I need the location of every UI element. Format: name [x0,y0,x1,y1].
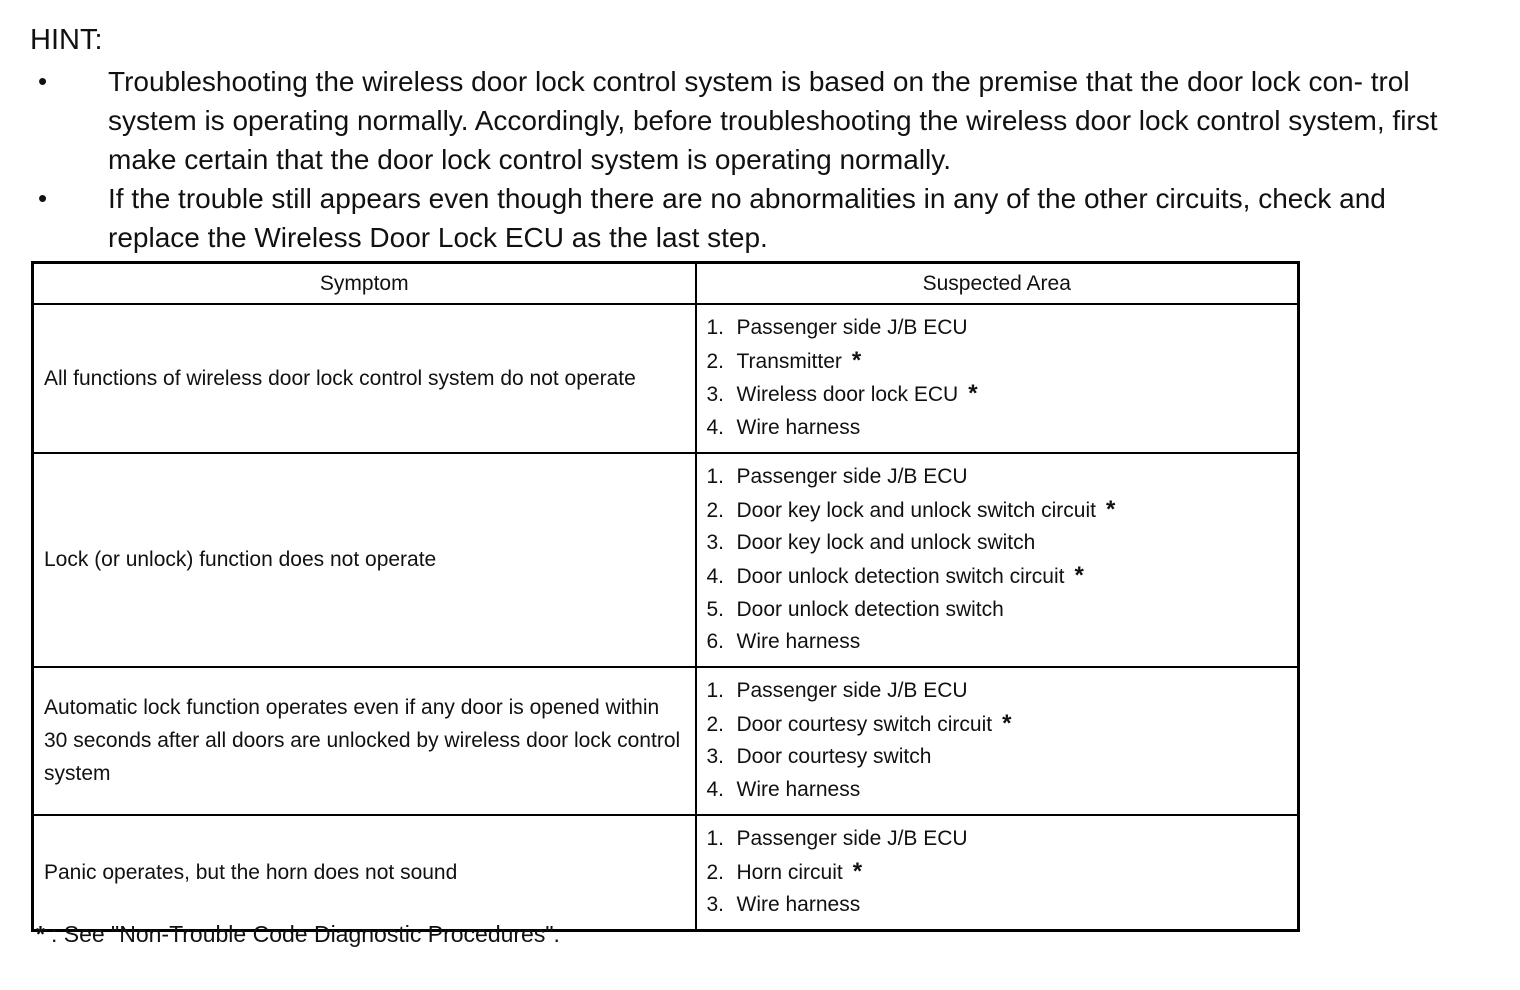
item-number: 1. [706,464,725,488]
item-number: 4. [706,778,725,802]
footnote [36,918,560,950]
suspected-area-list [707,675,1288,807]
suspected-area-item [707,741,1288,774]
suspected-area-item [707,312,1288,345]
item-number: 3. [706,531,725,555]
item-text: Passenger side J/B ECU [736,464,968,488]
item-text: Wireless door lock ECU [736,383,959,407]
asterisk-icon: * [851,346,862,374]
item-text: Horn circuit [736,860,843,884]
hint-title: HINT: [30,24,103,56]
item-number: 2. [706,349,725,373]
suspected-area-cell [696,667,1299,815]
table-row [33,815,1299,931]
item-text: Door unlock detection switch circuit [736,564,1065,588]
suspected-area-item [707,461,1288,494]
hint-text: If the trouble still appears even though there are no abnormalities in any of the other circuits, check and replace the Wireless Door Lock ECU as the last step. [108,183,1386,253]
suspected-area-item [707,412,1288,445]
item-number: 2. [706,712,725,736]
symptom-cell: Automatic lock function operates even if any door is opened within 30 seconds after all doors are unlocked by wireless door lock control system [33,667,696,815]
table-body [33,304,1299,930]
table-row [33,304,1299,453]
header-suspected-area: Suspected Area [696,263,1299,305]
bullet-icon: • [38,66,48,96]
asterisk-icon: * [968,380,978,408]
item-text: Passenger side J/B ECU [736,316,968,339]
symptom-cell: Lock (or unlock) function does not operate [33,453,696,667]
table-row [33,667,1299,815]
suspected-area-list [707,312,1288,445]
hint-item [30,179,1470,257]
suspected-area-item [707,823,1288,856]
item-text: Wire harness [736,630,861,654]
suspected-area-item [707,378,1288,412]
suspected-area-item [707,560,1288,594]
header-symptom: Symptom [33,263,696,305]
asterisk-icon: * [1074,561,1084,589]
item-text: Wire harness [736,778,861,802]
suspected-area-item [707,889,1288,922]
item-text: Door key lock and unlock switch [736,531,1036,555]
asterisk-icon: * [1105,495,1116,523]
suspected-area-item [707,774,1288,807]
item-number: 1. [706,679,725,703]
item-number: 4. [706,564,725,588]
item-text: Door key lock and unlock switch circuit [736,498,1096,522]
asterisk-icon: * [36,921,45,947]
item-number: 3. [706,383,725,407]
symptom-cell: Panic operates, but the horn does not sound [33,815,696,931]
suspected-area-cell [696,453,1299,667]
suspected-area-item [707,856,1288,890]
item-text: Door courtesy switch [736,745,932,769]
item-number: 3. [706,893,725,917]
item-number: 1. [706,316,725,339]
item-text: Passenger side J/B ECU [736,826,968,850]
item-text: Wire harness [736,416,861,440]
suspected-area-item [707,594,1288,627]
footnote-text: : See "Non-Trouble Code Diagnostic Procedures". [50,921,560,947]
table-header-row [33,263,1299,305]
item-text: Passenger side J/B ECU [736,679,968,703]
item-number: 6. [706,630,725,654]
hint-list [30,62,1470,257]
item-number: 5. [706,597,725,621]
symptom-table [31,261,1300,932]
suspected-area-item [707,527,1288,560]
suspected-area-list [707,461,1288,659]
table-row [33,453,1299,667]
suspected-area-cell [696,815,1299,931]
asterisk-icon: * [852,857,863,885]
suspected-area-item [707,626,1288,659]
suspected-area-item [707,345,1288,379]
item-number: 2. [706,498,725,522]
item-number: 3. [706,745,725,769]
item-text: Wire harness [736,893,861,917]
asterisk-icon: * [1002,709,1012,737]
item-text: Door courtesy switch circuit [736,712,993,736]
suspected-area-item [707,494,1288,528]
suspected-area-item [707,708,1288,742]
suspected-area-cell [696,304,1299,453]
suspected-area-item [707,675,1288,708]
hint-text: Troubleshooting the wireless door lock control system is based on the premise that the door lock con- trol system is operating normally. Accordingly, before troubleshooting the wireless door lock control system, first make certain that the door lock control system is operating normally. [108,66,1438,175]
item-text: Door unlock detection switch [736,597,1004,621]
item-number: 1. [706,826,725,850]
item-number: 2. [706,860,725,884]
symptom-cell: All functions of wireless door lock control system do not operate [33,304,696,453]
item-text: Transmitter [736,349,842,373]
suspected-area-list [707,823,1288,922]
item-number: 4. [706,416,725,440]
hint-item [30,62,1470,179]
bullet-icon: • [38,183,48,213]
